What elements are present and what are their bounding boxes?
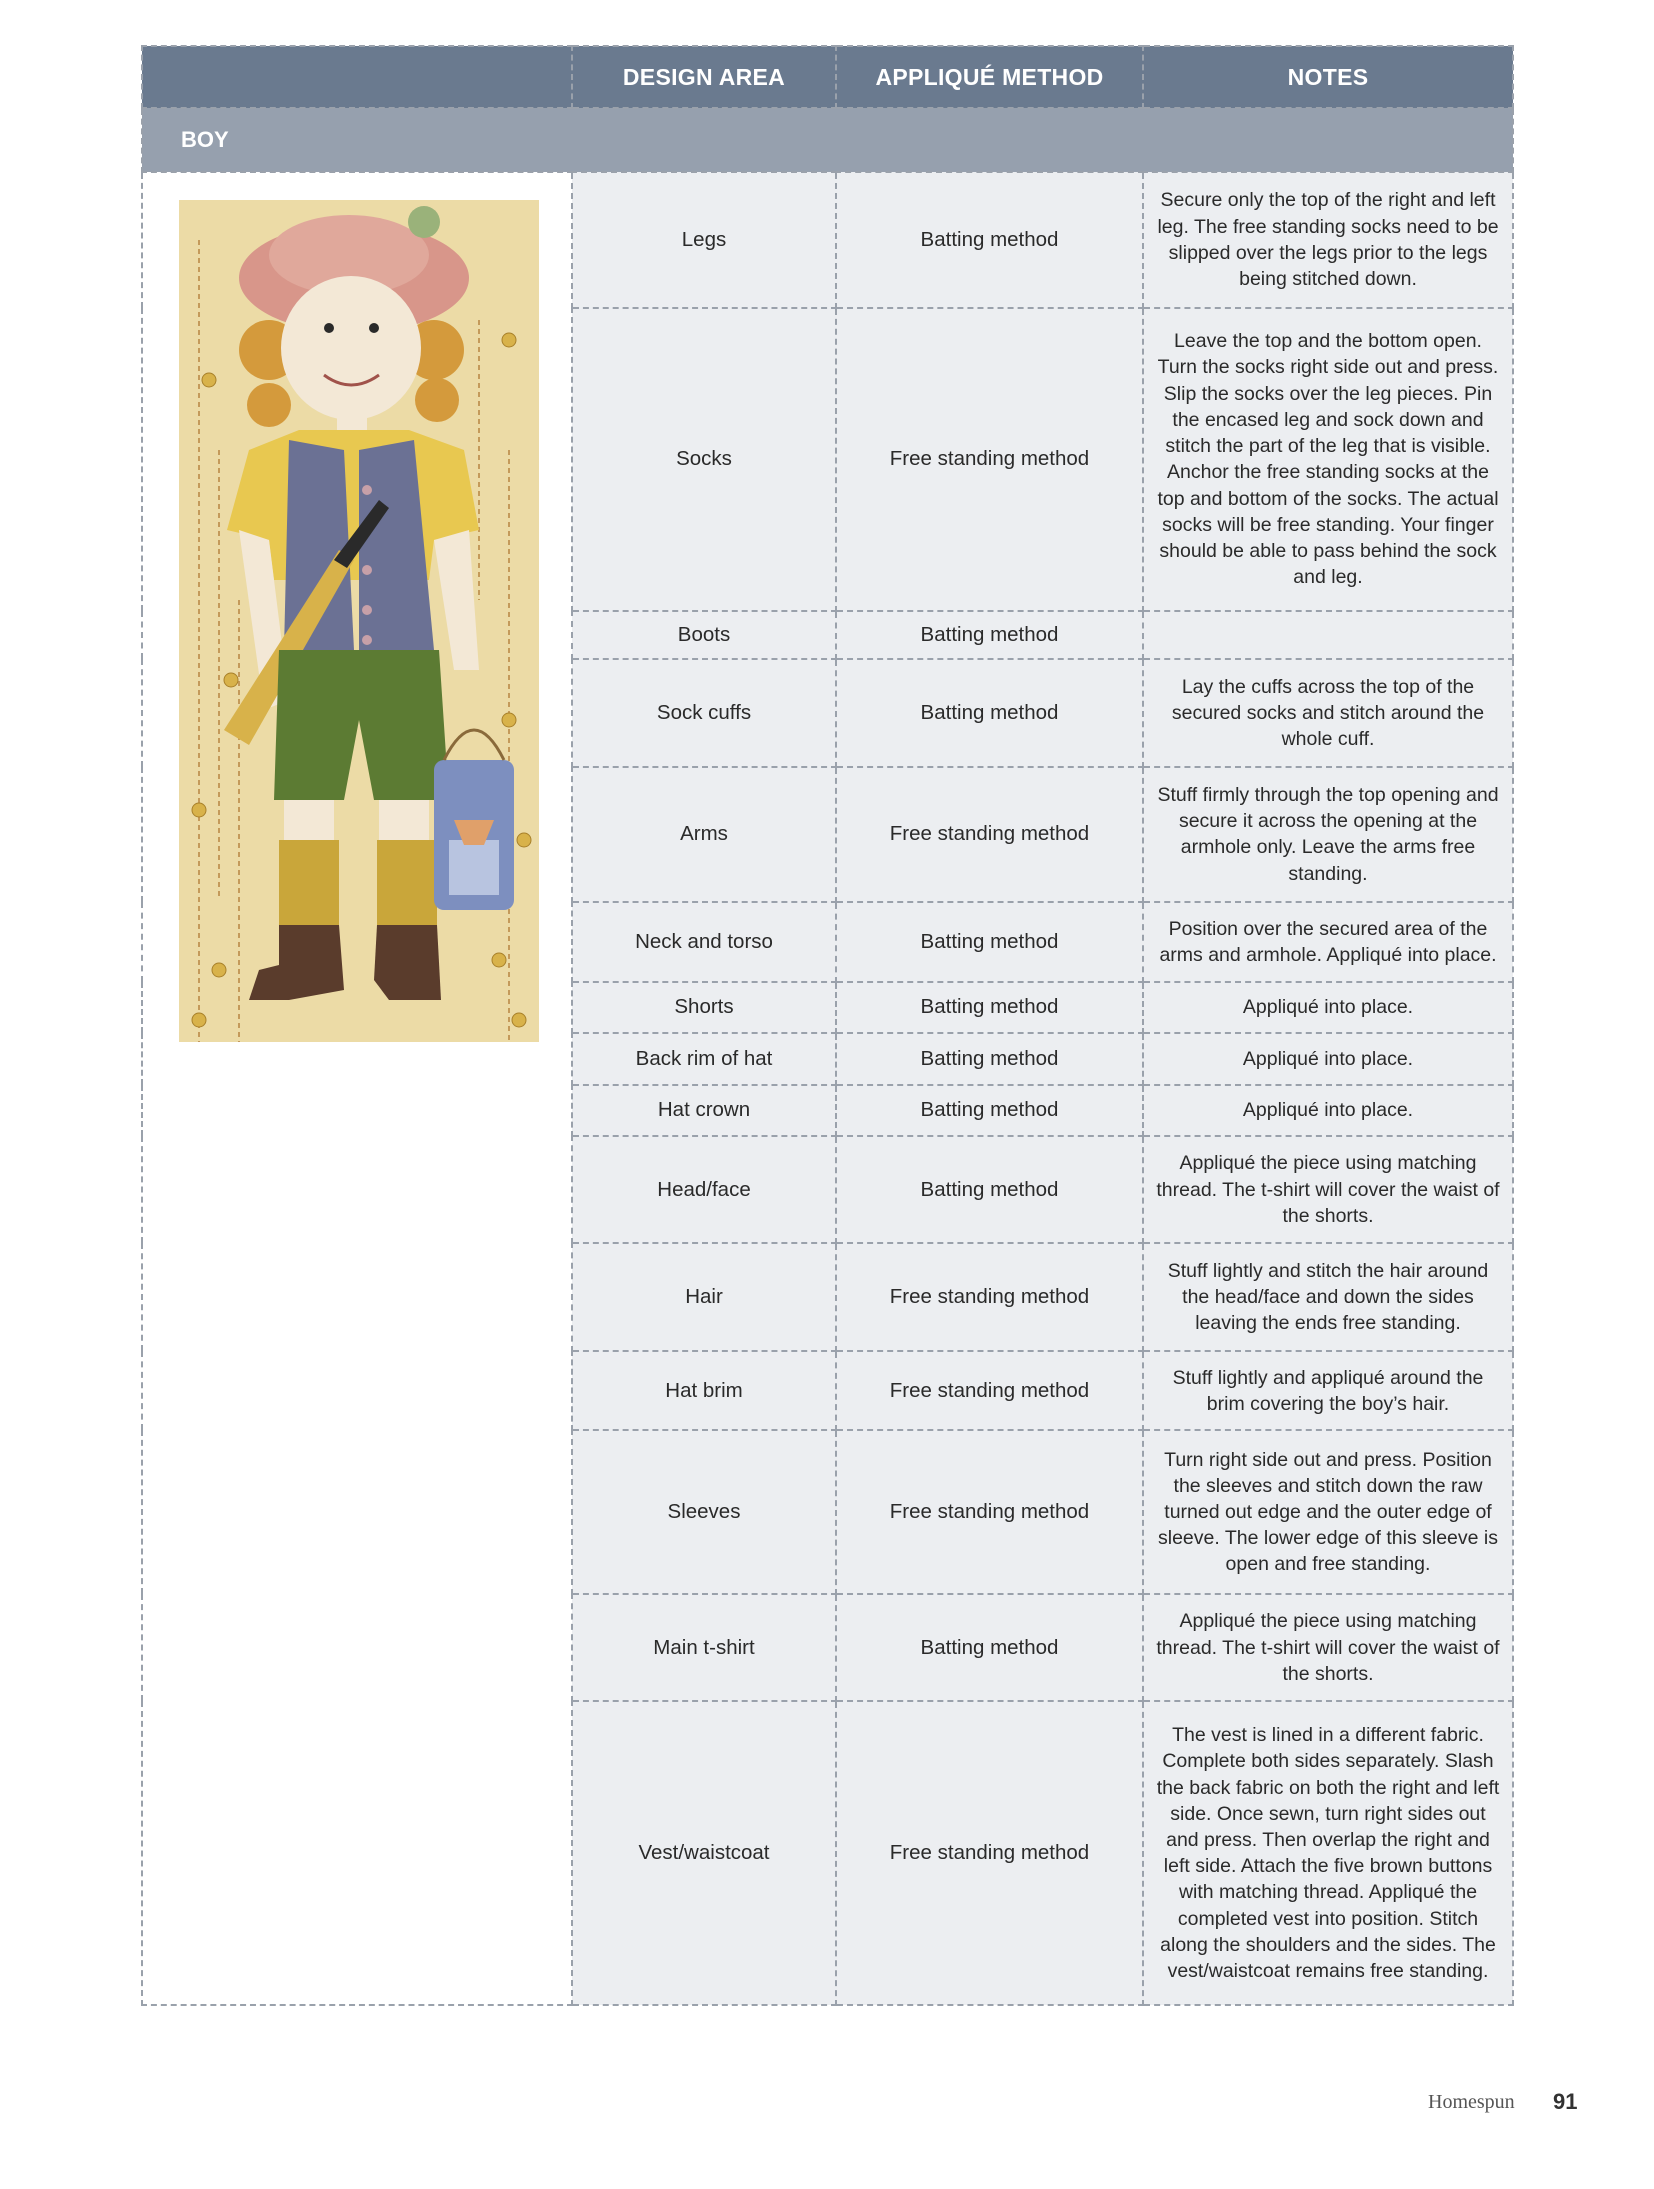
header-design-area: DESIGN AREA <box>572 46 836 108</box>
design-area-cell: Sleeves <box>572 1430 836 1593</box>
table-row <box>142 172 1513 307</box>
applique-method-cell: Batting method <box>836 1085 1143 1136</box>
header-blank <box>142 46 572 108</box>
notes-cell: Lay the cuffs across the top of the secured socks and stitch around the whole cuff. <box>1143 659 1513 766</box>
design-area-cell: Boots <box>572 611 836 659</box>
table-header-row <box>142 46 1513 108</box>
applique-method-cell: Free standing method <box>836 1351 1143 1430</box>
notes-cell: Turn right side out and press. Position the sleeves and stitch down the raw turned out edge and the outer edge of sleeve. The lower edge of this sleeve is open and free standing. <box>1143 1430 1513 1593</box>
appliqué-instructions-table <box>141 45 1514 2006</box>
header-notes: NOTES <box>1143 46 1513 108</box>
design-area-cell: Head/face <box>572 1136 836 1243</box>
notes-cell: Leave the top and the bottom open. Turn the socks right side out and press. Slip the socks over the leg pieces. Pin the encased leg and sock down and stitch the part of the leg that is visible. Anchor the free standing socks at the top and bottom of the socks. The actual socks will be free standing. Your finger should be able to pass behind the sock and leg. <box>1143 308 1513 611</box>
notes-cell: Stuff firmly through the top opening and secure it across the opening at the armhole only. Leave the arms free standing. <box>1143 767 1513 902</box>
design-area-cell: Hat crown <box>572 1085 836 1136</box>
design-area-cell: Arms <box>572 767 836 902</box>
section-title: BOY <box>142 108 1513 172</box>
applique-method-cell: Batting method <box>836 1033 1143 1084</box>
applique-method-cell: Batting method <box>836 659 1143 766</box>
design-area-cell: Hair <box>572 1243 836 1350</box>
design-area-cell: Back rim of hat <box>572 1033 836 1084</box>
notes-cell: The vest is lined in a different fabric. Complete both sides separately. Slash the back fabric on both the right and left side. Once sewn, turn right sides out and press. Then overlap the right and left side. Attach the five brown buttons with matching thread. Appliqué the completed vest into position. Stitch along the shoulders and the sides. The vest/waistcoat remains free standing. <box>1143 1701 1513 2005</box>
design-area-cell: Sock cuffs <box>572 659 836 766</box>
notes-cell: Appliqué into place. <box>1143 982 1513 1033</box>
applique-method-cell: Batting method <box>836 1136 1143 1243</box>
notes-cell: Appliqué into place. <box>1143 1033 1513 1084</box>
design-area-cell: Hat brim <box>572 1351 836 1430</box>
applique-method-cell: Free standing method <box>836 1243 1143 1350</box>
applique-method-cell: Free standing method <box>836 308 1143 611</box>
design-area-cell: Socks <box>572 308 836 611</box>
applique-method-cell: Batting method <box>836 172 1143 307</box>
design-area-cell: Main t-shirt <box>572 1594 836 1701</box>
applique-method-cell: Batting method <box>836 902 1143 981</box>
applique-method-cell: Free standing method <box>836 1430 1143 1593</box>
applique-method-cell: Batting method <box>836 611 1143 659</box>
magazine-name: Homespun <box>1428 2091 1515 2113</box>
page-number: 91 <box>1553 2089 1578 2114</box>
applique-method-cell: Free standing method <box>836 767 1143 902</box>
notes-cell: Stuff lightly and stitch the hair around the head/face and down the sides leaving the ends free standing. <box>1143 1243 1513 1350</box>
section-row-boy <box>142 108 1513 172</box>
applique-method-cell: Batting method <box>836 1594 1143 1701</box>
notes-cell: Secure only the top of the right and left leg. The free standing socks need to be slipped over the legs prior to the legs being stitched down. <box>1143 172 1513 307</box>
design-area-cell: Shorts <box>572 982 836 1033</box>
boy-doll-quilt-photo <box>179 200 539 1042</box>
notes-cell: Appliqué the piece using matching thread. The t-shirt will cover the waist of the shorts. <box>1143 1594 1513 1701</box>
photo-cell <box>142 172 572 2005</box>
page-footer <box>0 2091 1654 2121</box>
design-area-cell: Legs <box>572 172 836 307</box>
design-area-cell: Neck and torso <box>572 902 836 981</box>
notes-cell: Appliqué into place. <box>1143 1085 1513 1136</box>
design-area-cell: Vest/waistcoat <box>572 1701 836 2005</box>
notes-cell <box>1143 611 1513 659</box>
notes-cell: Position over the secured area of the arms and armhole. Appliqué into place. <box>1143 902 1513 981</box>
notes-cell: Stuff lightly and appliqué around the brim covering the boy’s hair. <box>1143 1351 1513 1430</box>
header-applique-method: APPLIQUÉ METHOD <box>836 46 1143 108</box>
notes-cell: Appliqué the piece using matching thread. The t-shirt will cover the waist of the shorts. <box>1143 1136 1513 1243</box>
applique-method-cell: Batting method <box>836 982 1143 1033</box>
applique-method-cell: Free standing method <box>836 1701 1143 2005</box>
